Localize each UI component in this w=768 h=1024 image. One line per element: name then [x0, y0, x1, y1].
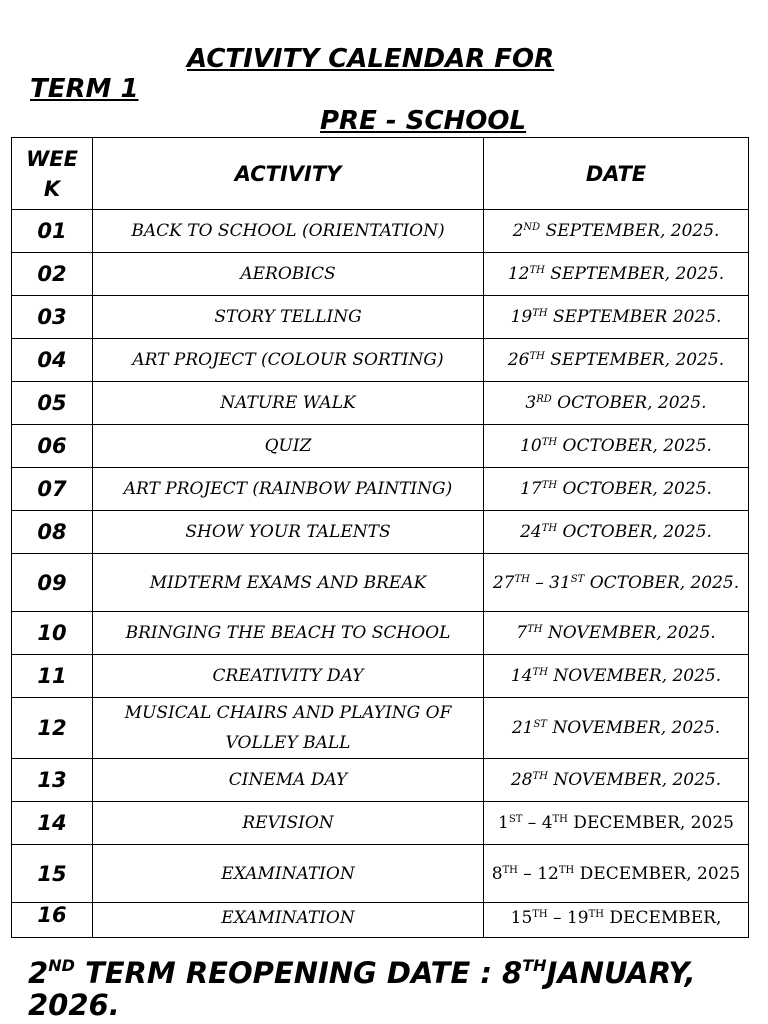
week-cell: 05 [12, 382, 93, 425]
week-cell: 15 [12, 845, 93, 903]
table-row [12, 425, 749, 468]
table-row [12, 698, 749, 759]
week-cell: 07 [12, 468, 93, 511]
table-row [12, 339, 749, 382]
date-cell: 10TH OCTOBER, 2025. [484, 425, 749, 468]
date-cell: 19TH SEPTEMBER 2025. [484, 296, 749, 339]
week-cell: 10 [12, 612, 93, 655]
table-row [12, 382, 749, 425]
table-row [12, 802, 749, 845]
week-cell: 01 [12, 210, 93, 253]
week-cell: 14 [12, 802, 93, 845]
table-row [12, 554, 749, 612]
table-row [12, 511, 749, 554]
date-cell: 1ST – 4TH DECEMBER, 2025 [484, 802, 749, 845]
activity-calendar-table [11, 137, 749, 938]
title-line-1: ACTIVITY CALENDAR FOR [187, 44, 555, 74]
title-line-3: PRE - SCHOOL [320, 106, 527, 136]
activity-cell: MIDTERM EXAMS AND BREAK [93, 554, 484, 612]
table-row [12, 655, 749, 698]
table-row [12, 903, 749, 938]
table-row [12, 296, 749, 339]
column-header-activity: ACTIVITY [93, 138, 484, 210]
date-cell: 3RD OCTOBER, 2025. [484, 382, 749, 425]
table-row [12, 759, 749, 802]
activity-cell: STORY TELLING [93, 296, 484, 339]
date-cell: 2ND SEPTEMBER, 2025. [484, 210, 749, 253]
table-row [12, 253, 749, 296]
activity-cell: EXAMINATION [93, 903, 484, 938]
week-cell: 13 [12, 759, 93, 802]
table-row [12, 210, 749, 253]
activity-cell: BACK TO SCHOOL (ORIENTATION) [93, 210, 484, 253]
activity-cell: ART PROJECT (COLOUR SORTING) [93, 339, 484, 382]
activity-cell: ART PROJECT (RAINBOW PAINTING) [93, 468, 484, 511]
date-cell: 28TH NOVEMBER, 2025. [484, 759, 749, 802]
activity-cell: EXAMINATION [93, 845, 484, 903]
activity-cell: NATURE WALK [93, 382, 484, 425]
date-cell: 14TH NOVEMBER, 2025. [484, 655, 749, 698]
table-row [12, 845, 749, 903]
date-cell: 7TH NOVEMBER, 2025. [484, 612, 749, 655]
week-cell: 09 [12, 554, 93, 612]
activity-cell: CINEMA DAY [93, 759, 484, 802]
column-header-date: DATE [484, 138, 749, 210]
week-cell: 03 [12, 296, 93, 339]
week-cell: 02 [12, 253, 93, 296]
activity-cell: BRINGING THE BEACH TO SCHOOL [93, 612, 484, 655]
reopening-date-note: 2ND TERM REOPENING DATE : 8THJANUARY, 2026. [28, 956, 696, 1022]
week-cell: 06 [12, 425, 93, 468]
date-cell: 27TH – 31ST OCTOBER, 2025. [484, 554, 749, 612]
title-line-2: TERM 1 [30, 74, 139, 104]
date-cell: 26TH SEPTEMBER, 2025. [484, 339, 749, 382]
week-cell: 08 [12, 511, 93, 554]
activity-cell: REVISION [93, 802, 484, 845]
activity-cell: AEROBICS [93, 253, 484, 296]
week-cell: 12 [12, 698, 93, 759]
column-header-week: WEE K [12, 138, 93, 210]
date-cell: 24TH OCTOBER, 2025. [484, 511, 749, 554]
activity-cell: QUIZ [93, 425, 484, 468]
table-row [12, 612, 749, 655]
week-cell: 11 [12, 655, 93, 698]
table-row [12, 468, 749, 511]
week-cell: 04 [12, 339, 93, 382]
table-header-row [12, 138, 749, 210]
date-cell: 15TH – 19TH DECEMBER, [484, 903, 749, 938]
date-cell: 12TH SEPTEMBER, 2025. [484, 253, 749, 296]
activity-cell: MUSICAL CHAIRS AND PLAYING OF VOLLEY BALL [93, 698, 484, 759]
activity-cell: SHOW YOUR TALENTS [93, 511, 484, 554]
date-cell: 17TH OCTOBER, 2025. [484, 468, 749, 511]
week-cell: 16 [12, 903, 93, 938]
date-cell: 21ST NOVEMBER, 2025. [484, 698, 749, 759]
activity-cell: CREATIVITY DAY [93, 655, 484, 698]
date-cell: 8TH – 12TH DECEMBER, 2025 [484, 845, 749, 903]
